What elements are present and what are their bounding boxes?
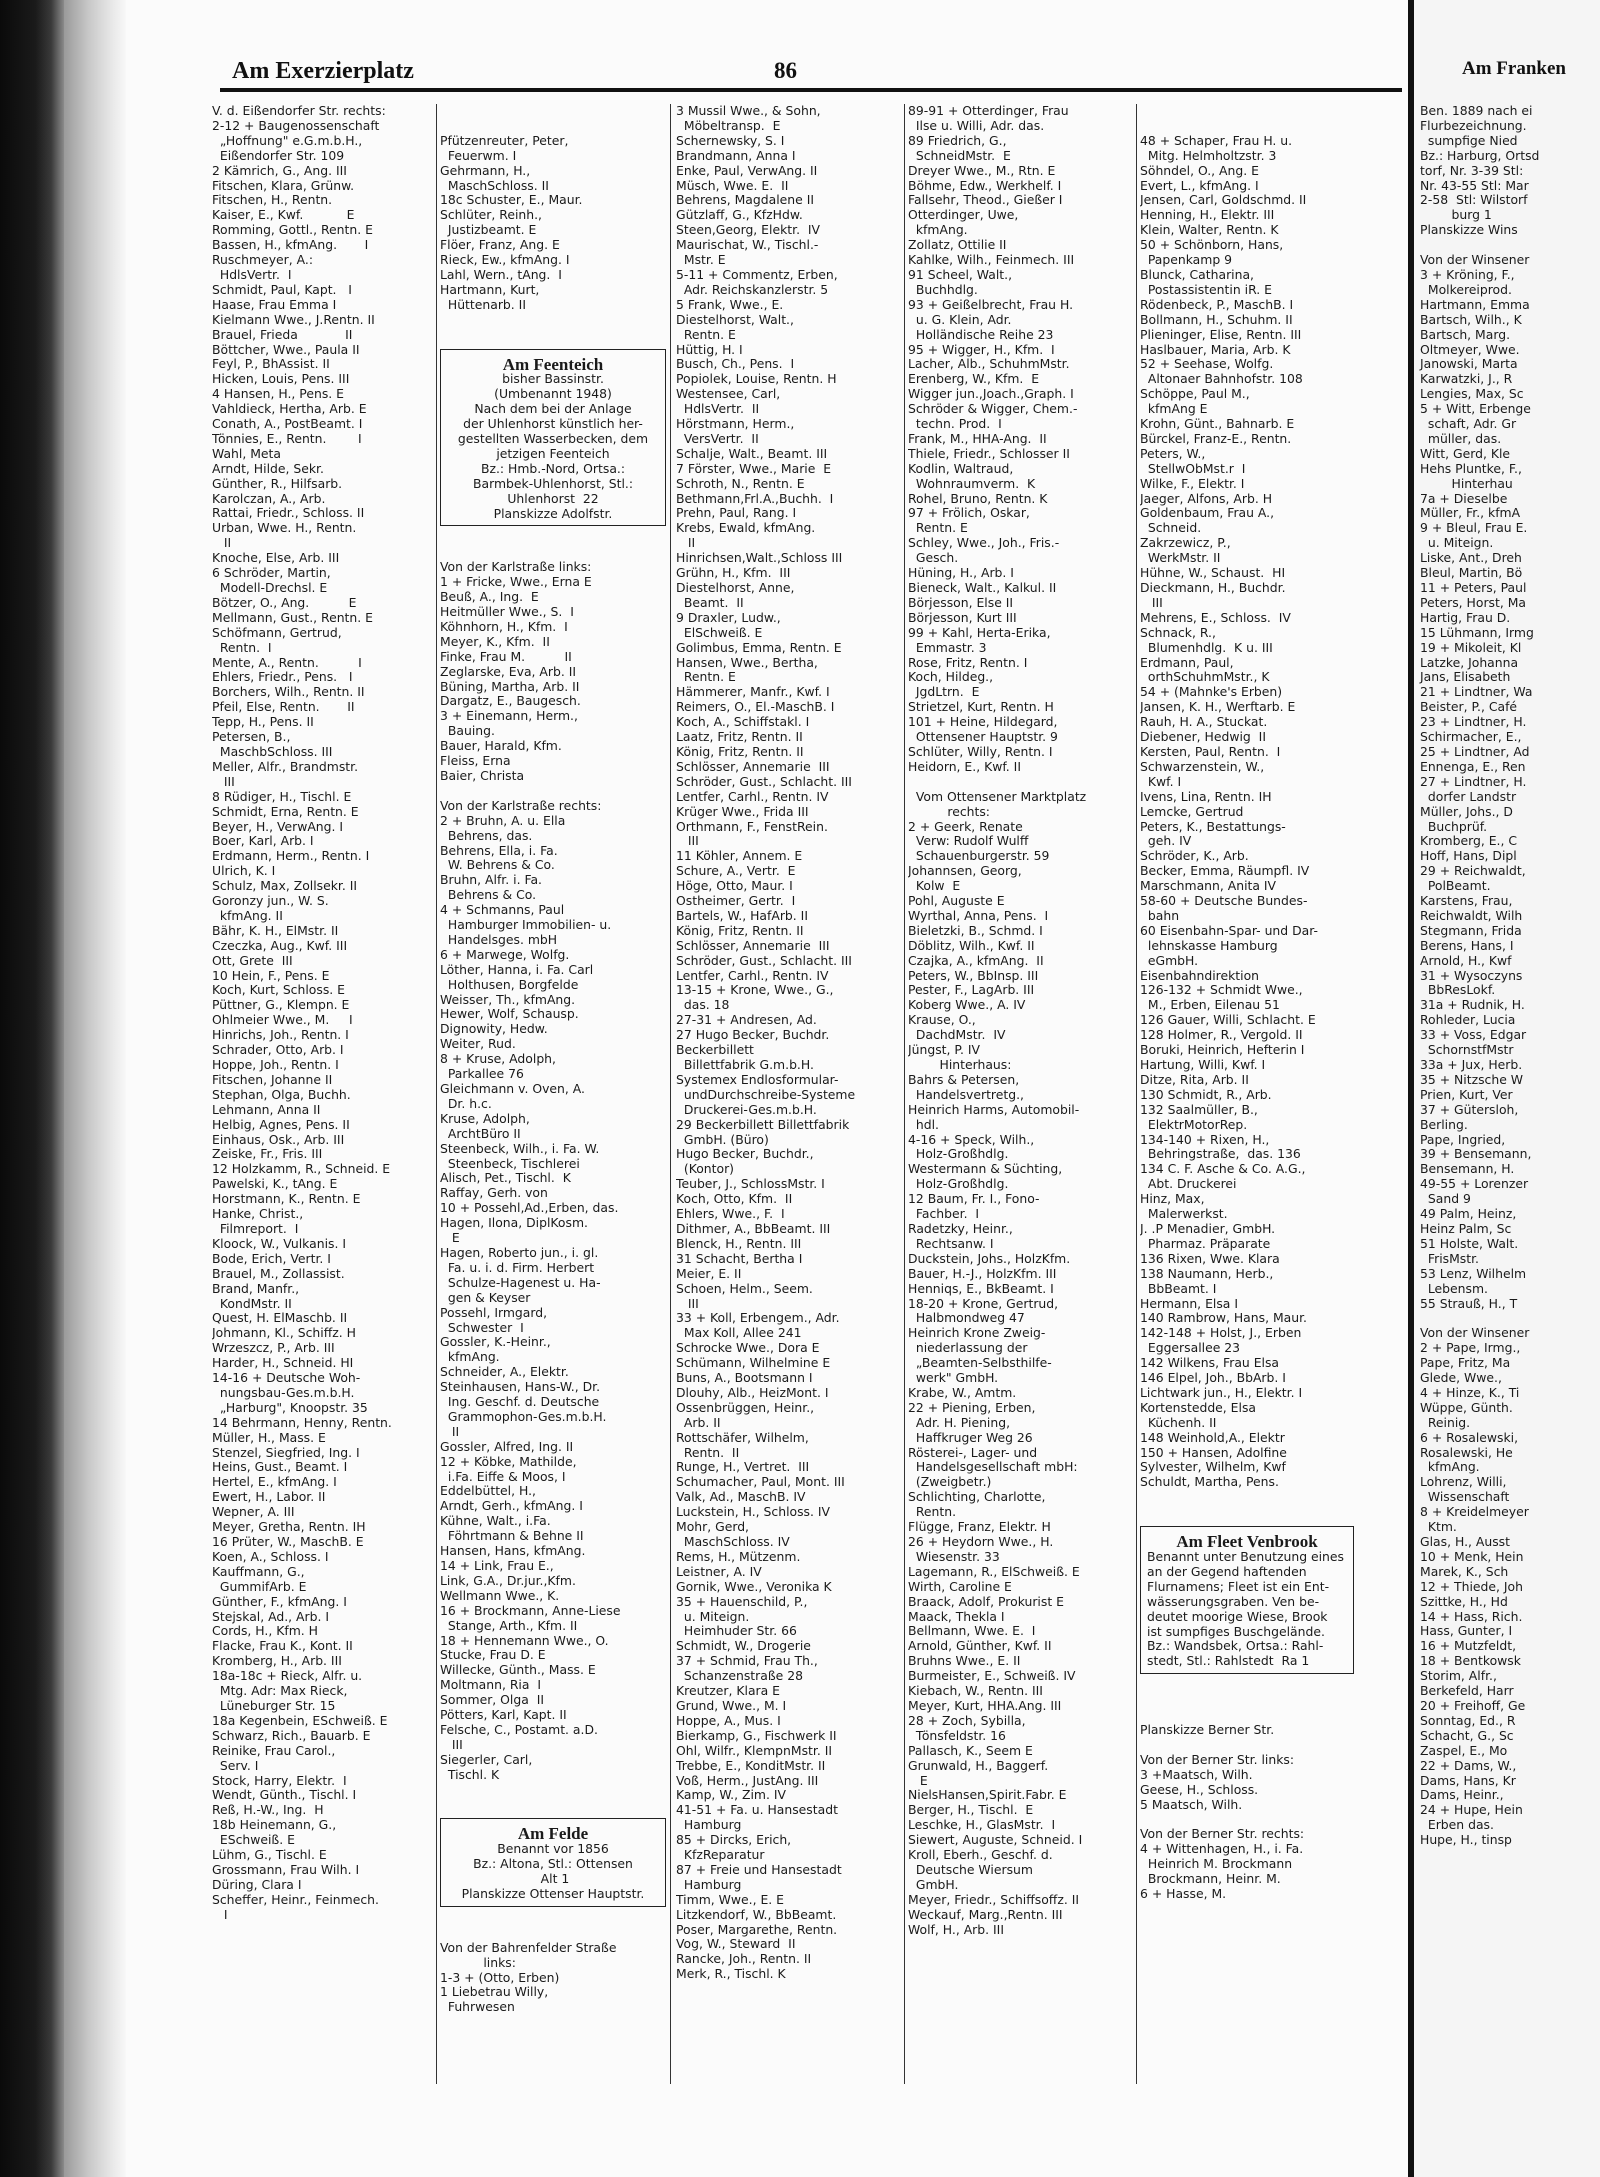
column-4: 89-91 + Otterdinger, Frau Ilse u. Willi, Adr. das. 89 Friedrich, G., SchneidMstr. E Dreyer Wwe., M., Rtn. E Böhme, Edw., Werkhelf. I Fallsehr, Theod., Gießer I Otterdinger, Uwe, kfmAng. Zollatz, Ottilie II Kahlke, Wilh., Feinmech. III 91 Scheel, Walt., Buchhdlg. 93 + Geißelbrecht, Frau H. u. G. Klein, Adr. Holländische Reihe 23 95 + Wigger, H., Kfm. I Lacher, Alb., SchuhmMstr. Erenberg, W., Kfm. E Wigger jun.,Joach.,Graph. I Schröder & Wigger, Chem.- techn. Prod. I Frank, M., HHA-Ang. II Thiele, Friedr., Schlosser II Kodlin, Waltraud, Wohnraumverm. K Rohel, Bruno, Rentn. K 97 + Frölich, Oskar, Rentn. E Schley, Wwe., Joh., Fris.- Gesch. Hüning, H., Arb. I Bieneck, Walt., Kalkul. II Börjesson, Else II Börjesson, Kurt III 99 + Kahl, Herta-Erika, Emmastr. 3 Rose, Fritz, Rentn. I Koch, Hildeg., JgdLtrn. E Strietzel, Kurt, Rentn. H 101 + Heine, Hildegard, Ottensener Hauptstr. 9 Schlüter, Willy, Rentn. I Heidorn, E., Kwf. II Vom Ottensener Marktplatz rechts: 2 + Geerk, Renate Verw: Rudolf Wulff Schauenburgerstr. 59 Johannsen, Georg, Kolw E Pohl, Auguste E Wyrthal, Anna, Pens. I Bieletzki, B., Schmd. I Döblitz, Wilh., Kwf. II Czajka, A., kfmAng. II Peters, W., BbInsp. III Pester, F., LagArb. III Koberg Wwe., A. IV Krause, O., DachdMstr. IV Jüngst, P. IV Hinterhaus: Bahrs & Petersen, Handelsvertretg., Heinrich Harms, Automobil- hdl. 4-16 + Speck, Wilh., Holz-Großhdlg. Westermann & Süchting, Holz-Großhdlg. 12 Baum, Fr. I., Fono- Fachber. I Radetzky, Heinr., Rechtsanw. I Duckstein, Johs., HolzKfm. Bauer, H.-J., HolzKfm. III Henniqs, E., BkBeamt. I 18-20 + Krone, Gertrud, Halbmondweg 47 Heinrich Krone Zweig- niederlassung der „Beamten-Selbsthilfe- werk" GmbH. Krabe, W., Amtm. 22 + Piening, Erben, Adr. H. Piening, Haffkruger Weg 26 Rösterei-, Lager- und Handelsgesellschaft mbH: (Zweigbetr.) Schlichting, Charlotte, Rentn. Flügge, Franz, Elektr. H 26 + Heydorn Wwe., H. Wiesenstr. 33 Lagemann, R., ElSchweiß. E Wirth, Caroline E Braack, Adolf, Prokurist E Maack, Thekla I Bellmann, Wwe. E. I Arnold, Günther, Kwf. II Bruhns Wwe., E. II Burmeister, E., Schweiß. IV Kiebach, W., Rentn. III Meyer, Kurt, HHA.Ang. III 28 + Zoch, Sybilla, Tönsfeldstr. 16 Pallasch, K., Seem E Grunwald, H., Baggerf. E NielsHansen,Spirit.Fabr. E Berger, H., Tischl. E Leschke, H., GlasMstr. I Siewert, Auguste, Schneid. I Kroll, Eberh., Geschf. d. Deutsche Wiersum GmbH. Meyer, Friedr., Schiffsoffz. II Weckauf, Marg.,Rentn. III Wolf, H., Arb. III [908,104,1087,1937]
street-box-felde [440,1818,666,1907]
column-divider [1136,104,1137,2084]
page-spine [64,0,126,2177]
street-box-feenteich [440,349,666,527]
page-number: 86 [774,58,797,83]
column-5-bottom: Planskizze Berner Str. Von der Berner Str. links: 3 +Maatsch, Wilh. Geese, H., Schloss. 5 Maatsch, Wilh. Von der Berner Str. rechts: 4 + Wittenhagen, H., i. Fa. Heinrich M. Brockmann Brockmann, Heinr. M. 6 + Hasse, M. [1140,1721,1305,1901]
page-street-header: Am Exerzierplatz [232,58,414,84]
street-box-fleet-venbrook [1140,1526,1354,1674]
header-rule [220,88,1402,92]
column-divider [670,104,671,2084]
column-2 [440,104,668,2045]
column-2-top: Pfützenreuter, Peter, Feuerwm. I Gehrmann, H., MaschSchloss. II 18c Schuster, E., Maur. Schlüter, Reinh., Justizbeamt. E Flöer, Franz, Ang. E Rieck, Ew., kfmAng. I Lahl, Wern., tAng. I Hartmann, Kurt, Hüttenarb. II [440,132,583,312]
column-1: V. d. Eißendorfer Str. rechts: 2-12 + Baugenossenschaft „Hoffnung" e.G.m.b.H., Eißendorfer Str. 109 2 Kämrich, G., Ang. III Fitschen, Klara, Grünw. Fitschen, H., Rentn. Kaiser, E., Kwf. E Romming, Gottl., Rentn. E Bassen, H., kfmAng. I Ruschmeyer, A.: HdlsVertr. I Schmidt, Paul, Kapt. I Haase, Frau Emma I Kielmann Wwe., J.Rentn. II Brauel, Frieda II Böttcher, Wwe., Paula II Feyl, P., BhAssist. II Hicken, Louis, Pens. III 4 Hansen, H., Pens. E Vahldieck, Hertha, Arb. E Conath, A., PostBeamt. I Tönnies, E., Rentn. I Wahl, Meta Arndt, Hilde, Sekr. Günther, R., Hilfsarb. Karolczan, A., Arb. Rattai, Friedr., Schloss. II Urban, Wwe. H., Rentn. II Knoche, Else, Arb. III 6 Schröder, Martin, Modell-Drechsl. E Bötzer, O., Ang. E Mellmann, Gust., Rentn. E Schöfmann, Gertrud, Rentn. I Mente, A., Rentn. I Ehlers, Friedr., Pens. I Borchers, Wilh., Rentn. II Pfeil, Else, Rentn. II Tepp, H., Pens. II Petersen, B., MaschbSchloss. III Meller, Alfr., Brandmstr. III 8 Rüdiger, H., Tischl. E Schmidt, Erna, Rentn. E Beyer, H., VerwAng. I Boer, Karl, Arb. I Erdmann, Herm., Rentn. I Ulrich, K. I Schulz, Max, Zollsekr. II Goronzy jun., W. S. kfmAng. II Bähr, K. H., ElMstr. II Czeczka, Aug., Kwf. III Ott, Grete III 10 Hein, F., Pens. E Koch, Kurt, Schloss. E Püttner, G., Klempn. E Ohlmeier Wwe., M. I Hinrichs, Joh., Rentn. I Schrader, Otto, Arb. I Hoppe, Joh., Rentn. I Fitschen, Johanne II Stephan, Olga, Buchh. Lehmann, Anna II Helbig, Agnes, Pens. II Einhaus, Osk., Arb. III Zeiske, Fr., Fris. III 12 Holzkamm, R., Schneid. E Pawelski, K., tAng. E Horstmann, K., Rentn. E Hanke, Christ., Filmreport. I Kloock, W., Vulkanis. I Bode, Erich, Vertr. I Brauel, M., Zollassist. Brand, Manfr., KondMstr. II Quest, H. ElMaschb. II Johmann, Kl., Schiffz. H Wrzeszcz, P., Arb. III Harder, H., Schneid. HI 14-16 + Deutsche Woh- nungsbau-Ges.m.b.H. „Harburg", Knoopstr. 35 14 Behrmann, Henny, Rentn. Müller, H., Mass. E Stenzel, Siegfried, Ing. I Heins, Gust., Beamt. I Hertel, E., kfmAng. I Ewert, H., Labor. II Wepner, A. III Meyer, Gretha, Rentn. IH 16 Prüter, W., MaschB. E Koen, A., Schloss. I Kauffmann, G., GummifArb. E Günther, F., kfmAng. I Stejskal, Ad., Arb. I Cords, H., Kfm. H Flacke, Frau K., Kont. II Kromberg, H., Arb. III 18a-18c + Rieck, Alfr. u. Mtg. Adr: Max Rieck, Lüneburger Str. 15 18a Kegenbein, ESchweiß. E Schwarz, Rich., Bauarb. E Reinike, Frau Carol., Serv. I Stock, Harry, Elektr. I Wendt, Günth., Tischl. I Reß, H.-W., Ing. H 18b Heinemann, G., ESchweiß. E Lühm, G., Tischl. E Grossmann, Frau Wilh. I Düring, Clara I Scheffer, Heinr., Feinmech. I [212,104,392,1922]
section-title: Am Feenteich [502,354,604,374]
next-page-column: Ben. 1889 nach ei Flurbezeichnung. sumpfige Nied Bz.: Harburg, Ortsd torf, Nr. 3-39 Stl: Nr. 43-55 Stl: Mar 2-58 Stl: Wilstorf burg 1 Planskizze Wins Von der Winsener 3 + Kröning, F., Molkereiprod. Hartmann, Emma Bartsch, Wilh., K Bartsch, Marg. Oltmeyer, Wwe. Janowski, Marta Karwatzki, J., R Lengies, Max, Sc 5 + Witt, Erbenge schaft, Adr. Gr müller, das. Witt, Gerd, Kle Hehs Pluntke, F., Hinterhau 7a + Dieselbe Müller, Fr., kfmA 9 + Bleul, Frau E. u. Miteign. Liske, Ant., Dreh Bleul, Martin, Bö 11 + Peters, Paul Peters, Horst, Ma Hartig, Frau D. 15 Lühmann, Irmg 19 + Mikoleit, Kl Latzke, Johanna Jans, Elisabeth 21 + Lindtner, Wa Beister, P., Café 23 + Lindtner, H. Schirmacher, E., 25 + Lindtner, Ad Ennenga, E., Ren 27 + Lindtner, H. dorfer Landstr Müller, Johs., D Buchprüf. Kromberg, E., C Hoff, Hans, Dipl 29 + Reichwaldt, PolBeamt. Karstens, Frau, Reichwaldt, Wilh Stegmann, Frida Berens, Hans, I Arnold, H., Kwf 31 + Wysoczyns BbResLokf. 31a + Rudnik, H. Rohleder, Lucia 33 + Voss, Edgar SchornstfMstr 33a + Jux, Herb. 35 + Nitzsche W Prien, Kurt, Ver 37 + Gütersloh, Berling. Pape, Ingried, 39 + Bensemann, Bensemann, H. 49-55 + Lorenzer Sand 9 49 Palm, Heinz, Heinz Palm, Sc 51 Holste, Walt. FrisMstr. 53 Lenz, Wilhelm Lebensm. 55 Strauß, H., T Von der Winsener 2 + Pape, Irmg., Pape, Fritz, Ma Glede, Wwe., 4 + Hinze, K., Ti Wüppe, Günth. Reinig. 6 + Rosalewski, Rosalewski, He kfmAng. Lohrenz, Willi, Wissenschaft 8 + Kreidelmeyer Ktm. Glas, H., Ausst 10 + Menk, Hein Marek, K., Sch 12 + Thiede, Joh Szittke, H., Hd 14 + Hass, Rich. Hass, Gunter, I 16 + Mutzfeldt, 18 + Bentkowsk Storim, Alfr., Berkefeld, Harr 20 + Freihoff, Ge Sonntag, Ed., R Schacht, G., Sc Zaspel, E., Mo 22 + Dams, W., Dams, Hans, Kr Dams, Heinr., 24 + Hupe, Hein Erben das. Hupe, H., tinsp [1420,103,1540,1848]
column-divider [436,104,437,2084]
column-2-mid: Von der Karlstraße links: 1 + Fricke, Wwe., Erna E Beuß, A., Ing. E Heitmüller Wwe., S. I Köhnhorn, H., Kfm. I Meyer, K., Kfm. II Finke, Frau M. II Zeglarske, Eva, Arb. II Büning, Martha, Arb. II Dargatz, E., Baugesch. 3 + Einemann, Herm., Bauing. Bauer, Harald, Kfm. Fleiss, Erna Baier, Christa Von der Karlstraße rechts: 2 + Bruhn, A. u. Ella Behrens, das. Behrens, Ella, i. Fa. W. Behrens & Co. Bruhn, Alfr. i. Fa. Behrens & Co. 4 + Schmanns, Paul Hamburger Immobilien- u. Handelsges. mbH 6 + Marwege, Wolfg. Löther, Hanna, i. Fa. Carl Holthusen, Borgfelde Weisser, Th., kfmAng. Hewer, Wolf, Schausp. Dignowity, Hedw. Weiter, Rud. 8 + Kruse, Adolph, Parkallee 76 Gleichmann v. Oven, A. Dr. h.c. Kruse, Adolph, ArchtBüro II Steenbeck, Wilh., i. Fa. W. Steenbeck, Tischlerei Alisch, Pet., Tischl. K Raffay, Gerh. von 10 + Possehl,Ad.,Erben, das. Hagen, Ilona, DiplKosm. E Hagen, Roberto jun., i. gl. Fa. u. i. d. Firm. Herbert Schulze-Hagenest u. Ha- gen & Keyser Possehl, Irmgard, Schwester I Gossler, K.-Heinr., kfmAng. Schneider, A., Elektr. Steinhausen, Hans-W., Dr. Ing. Geschf. d. Deutsche Grammophon-Ges.m.b.H. II Gossler, Alfred, Ing. II 12 + Köbke, Mathilde, i.Fa. Eiffe & Moos, I Eddelbüttel, H., Arndt, Gerh., kfmAng. I Kühne, Walt., i.Fa. Föhrtmann & Behne II Hansen, Hans, kfmAng. 14 + Link, Frau E., Link, G.A., Dr.jur.,Kfm. Wellmann Wwe., K. 16 + Brockmann, Anne-Liese Stange, Arth., Kfm. II 18 + Hennemann Wwe., O. Stucke, Frau D. E Willecke, Günth., Mass. E Moltmann, Ria I Sommer, Olga II Pötters, Karl, Kapt. II Felsche, C., Postamt. a.D. III Siegerler, Carl, Tischl. K [440,559,621,1782]
column-5-top: 48 + Schaper, Frau H. u. Mitg. Helmholtzstr. 3 Söhndel, O., Ang. E Evert, L., kfmAng. I Jensen, Carl, Goldschmd. II Henning, H., Elektr. III Klein, Walter, Rentn. K 50 + Schönborn, Hans, Papenkamp 9 Blunck, Catharina, Postassistentin iR. E Rödenbeck, P., MaschB. I Bollmann, H., Schuhm. II Plieninger, Elise, Rentn. III Haslbauer, Maria, Arb. K 52 + Seehase, Wolfg. Altonaer Bahnhofstr. 108 Schöppe, Paul M., kfmAng E Krohn, Günt., Bahnarb. E Bürckel, Franz-E., Rentn. Peters, W., StellwObMst.r I Wilke, F., Elektr. I Jaeger, Alfons, Arb. H Goldenbaum, Frau A., Schneid. Zakrzewicz, P., WerkMstr. II Hühne, W., Schaust. HI Dieckmann, H., Buchdr. III Mehrens, E., Schloss. IV Schnack, R., Blumenhdlg. K u. III Erdmann, Paul, orthSchuhmMstr., K 54 + (Mahnke's Erben) Jansen, K. H., Werftarb. E Rauh, H. A., Stuckat. Diebener, Hedwig II Kersten, Paul, Rentn. I Schwarzenstein, W., Kwf. I Ivens, Lina, Rentn. IH Lemcke, Gertrud Peters, K., Bestattungs- geh. IV Schröder, K., Arb. Becker, Emma, Räumpfl. IV Marschmann, Anita IV 58-60 + Deutsche Bundes- bahn 60 Eisenbahn-Spar- und Dar- lehnskasse Hamburg eGmbH. Eisenbahndirektion 126-132 + Schmidt Wwe., M., Erben, Eilenau 51 126 Gauer, Willi, Schlacht. E 128 Holmer, R., Vergold. II Boruki, Heinrich, Hefterin I Hartung, Willi, Kwf. I Ditze, Rita, Arb. II 130 Schmidt, R., Arb. 132 Saalmüller, B., ElektrMotorRep. 134-140 + Rixen, H., Behringstraße, das. 136 134 C. F. Asche & Co. A.G., Abt. Druckerei Hinz, Max, Malerwerkst. J. .P Menadier, GmbH. Pharmaz. Präparate 136 Rixen, Wwe. Klara 138 Naumann, Herb., BbBeamt. I Hermann, Elsa I 140 Rambrow, Hans, Maur. 142-148 + Holst, J., Erben Eggersallee 23 142 Wilkens, Frau Elsa 146 Elpel, Joh., BbArb. I Lichtwark jun., H., Elektr. I Kortenstedde, Elsa Küchenh. II 148 Weinhold,A., Elektr 150 + Hansen, Adolfine Sylvester, Wilhelm, Kwf Schuldt, Martha, Pens. [1140,132,1318,1490]
next-page-header: Am Franken [1462,58,1566,79]
page-next [1414,0,1600,2177]
book-binding [0,0,64,2177]
section-description: Benannt unter Benutzung eines an der Gegend haftenden Flurnamens; Fleet ist ein Ent- wässerungsgraben. Ven be- deutet moorige Wiese, Brook ist sumpfiges Buschgelände. Bz.: Wandsbek, Ortsa.: Rahl- stedt, Stl.: Rahlstedt Ra 1 [1147,1549,1344,1669]
column-divider [904,104,905,2084]
section-description: Benannt vor 1856 Bz.: Altona, Stl.: Ottensen Alt 1 Planskizze Ottenser Hauptstr. [461,1841,645,1902]
section-title: Am Fleet Venbrook [1176,1532,1318,1552]
section-description: bisher Bassinstr. (Umbenannt 1948) Nach dem bei der Anlage der Uhlenhorst künstlich her- gestellten Wasserbecken, dem jetzigen Feenteich Bz.: Hmb.-Nord, Ortsa.: Barmbek-Uhlenhorst, Stl.: Uhlenhorst 22 Planskizze Adolfstr. [457,371,649,521]
column-5 [1140,104,1364,1932]
column-2-bottom: Von der Bahrenfelder Straße links: 1-3 + (Otto, Erben) 1 Liebetrau Willy, Fuhrwesen [440,1939,617,2015]
section-title: Am Felde [517,1824,589,1844]
column-3: 3 Mussil Wwe., & Sohn, Möbeltransp. E Schernewsky, S. I Brandmann, Anna I Enke, Paul, VerwAng. II Müsch, Wwe. E. II Behrens, Magdalene II Gützlaff, G., KfzHdw. Steen,Georg, Elektr. IV Maurischat, W., Tischl.- Mstr. E 5-11 + Commentz, Erben, Adr. Reichskanzlerstr. 5 5 Frank, Wwe., E. Diestelhorst, Walt., Rentn. E Hüttig, H. I Busch, Ch., Pens. I Popiolek, Louise, Rentn. H Westensee, Carl, HdlsVertr. II Hörstmann, Herm., VersVertr. II Schalje, Walt., Beamt. III 7 Förster, Wwe., Marie E Schroth, N., Rentn. E Bethmann,Frl.A.,Buchh. I Prehn, Paul, Rang. I Krebs, Ewald, kfmAng. II Hinrichsen,Walt.,Schloss III Grühn, H., Kfm. III Diestelhorst, Anne, Beamt. II 9 Draxler, Ludw., ElSchweiß. E Golimbus, Emma, Rentn. E Hansen, Wwe., Bertha, Rentn. E Hämmerer, Manfr., Kwf. I Reimers, O., El.-MaschB. I Koch, A., Schiffstakl. I Laatz, Fritz, Rentn. II König, Fritz, Rentn. II Schlösser, Annemarie III Schröder, Gust., Schlacht. III Lentfer, Carhl., Rentn. IV Krüger Wwe., Frida III Orthmann, F., FenstRein. III 11 Köhler, Annem. E Schure, A., Vertr. E Höge, Otto, Maur. I Ostheimer, Gertr. I Bartels, W., HafArb. II König, Fritz, Rentn. II Schlösser, Annemarie III Schröder, Gust., Schlacht. III Lentfer, Carhl., Rentn. IV 13-15 + Krone, Wwe., G., das. 18 27-31 + Andresen, Ad. 27 Hugo Becker, Buchdr. Beckerbillett Billettfabrik G.m.b.H. Systemex Endlosformular- undDurchschreibe-Systeme Druckerei-Ges.m.b.H. 29 Beckerbillett Billettfabrik GmbH. (Büro) Hugo Becker, Buchdr., (Kontor) Teuber, J., SchlossMstr. I Koch, Otto, Kfm. II Ehlers, Wwe., F. I Dithmer, A., BbBeamt. III Blenck, H., Rentn. III 31 Schacht, Bertha I Meier, E. II Schoen, Helm., Seem. III 33 + Koll, Erbengem., Adr. Max Koll, Allee 241 Schrocke Wwe., Dora E Schümann, Wilhelmine E Buns, A., Bootsmann I Dlouhy, Alb., HeizMont. I Ossenbrüggen, Heinr., Arb. II Rottschäfer, Wilhelm, Rentn. II Runge, H., Vertret. III Schumacher, Paul, Mont. III Valk, Ad., MaschB. IV Luckstein, H., Schloss. IV Mohr, Gerd, MaschSchloss. IV Rems, H., Mützenm. Leistner, A. IV Gornik, Wwe., Veronika K 35 + Hauenschild, P., u. Miteign. Heimhuder Str. 66 Schmidt, W., Drogerie 37 + Schmid, Frau Th., Schanzenstraße 28 Kreutzer, Klara E Grund, Wwe., M. I Hoppe, A., Mus. I Bierkamp, G., Fischwerk II Ohl, Wilfr., KlempnMstr. II Trebbe, E., KonditMstr. II Voß, Herm., JustAng. III Kamp, W., Zim. IV 41-51 + Fa. u. Hansestadt Hamburg 85 + Dircks, Erich, KfzReparatur 87 + Freie und Hansestadt Hamburg Timm, Wwe., E. E Litzkendorf, W., BbBeamt. Poser, Margarethe, Rentn. Vog, W., Steward II Rancke, Joh., Rentn. II Merk, R., Tischl. K [676,104,856,1982]
